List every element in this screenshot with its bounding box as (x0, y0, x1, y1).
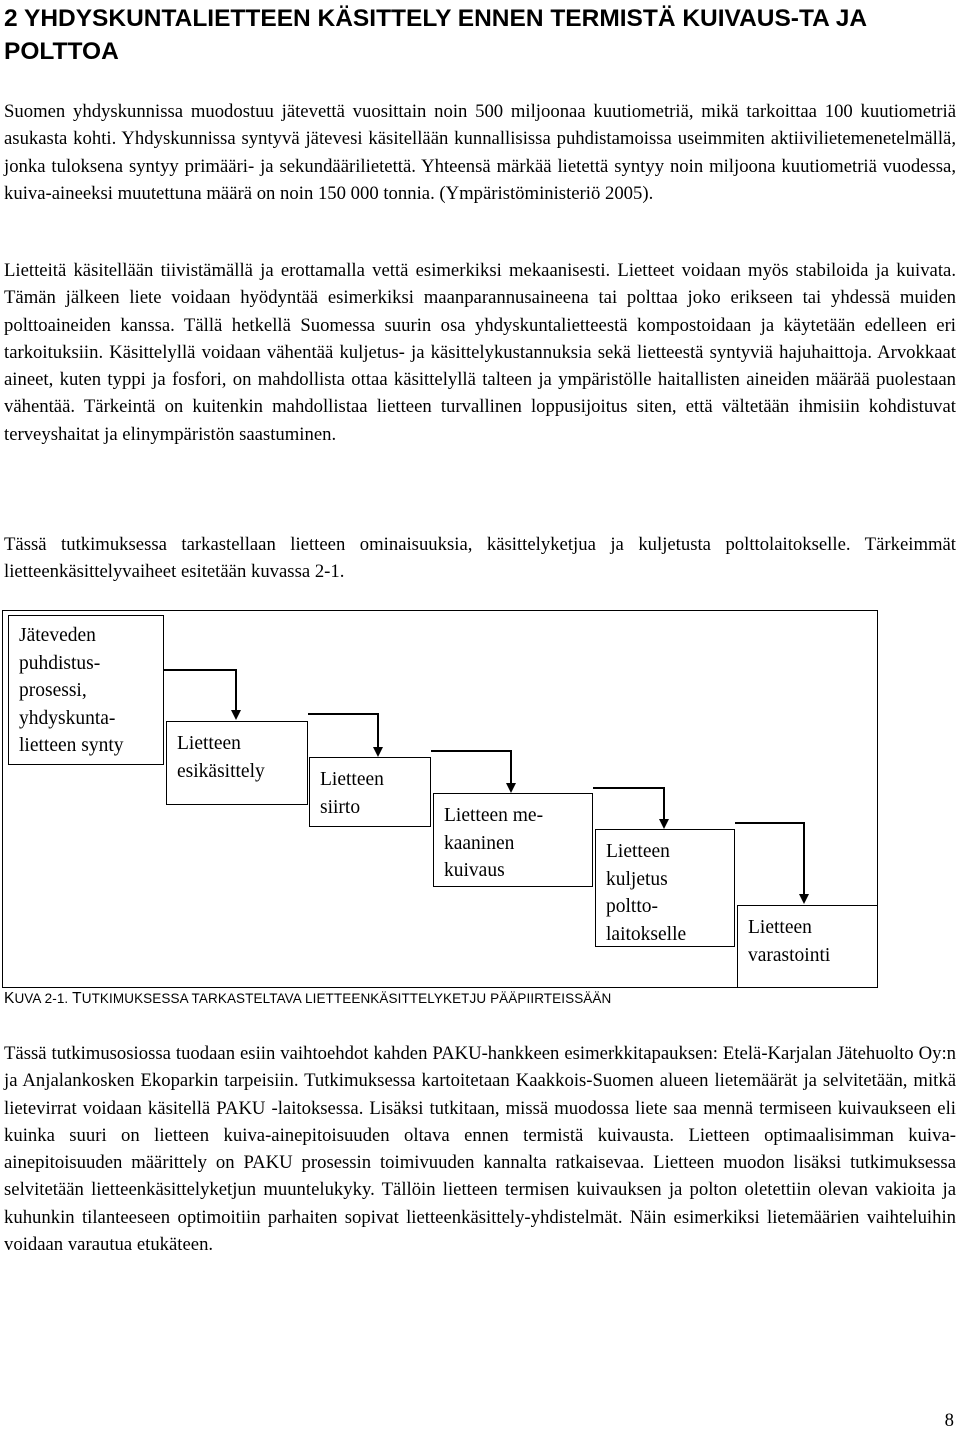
paragraph-1: Suomen yhdyskunnissa muodostuu jätevettä vuosittain noin 500 miljoonaa kuutiometriä, mikä tarkoittaa 100 kuutiometriä asukasta kohti. Yhdyskunnissa syntyvä jätevesi käsitellään kunnallisissa puhdistamoissa useimmiten aktiivilietemenetelmällä, jonka tuloksena syntyy primääri- ja sekundäärilietettä. Yhteensä märkää lietettä syntyy noin miljoona kuutiometriä vuodessa, kuiva-aineeksi muutettuna määrä on noin 150 000 tonnia. (Ympäristöministeriö 2005). (4, 101, 956, 204)
step-storage: Lietteen varastointi (737, 905, 878, 988)
arrow-5 (735, 823, 804, 899)
paragraph-4: Tässä tutkimusosiossa tuodaan esiin vaihtoehdot kahden PAKU-hankkeen esimerkkitapauksen: Etelä-Karjalan Jätehuolto Oy:n ja Anjalankosken Ekoparkin tarpeisiin. Tutkimuksessa kartoitetaan Kaakkois-Suomen alueen lietemäärät ja selvitetään, mitkä lietevirrat voidaan käsitellä PAKU -laitoksessa. Lisäksi tutkitaan, missä muodossa liete saa mennä termiseen kuivaukseen eli kuinka suuri on lietteen kuiva-ainepitoisuuden oltava ennen termistä kuivausta. Lietteen optimaalisimman kuiva-ainepitoisuuden määrittely on PAKU prosessin toimivuuden kannalta ratkaisevaa. Lietteen muodon lisäksi tutkimuksessa selvitetään lietteenkäsittelyketjun muuntelukyky. Tällöin lietteen termisen kuivauksen ja polton oletettiin olevan vakioita ja kuhunkin tilanteeseen optimoitiin parhaiten sopivat lietteenkäsittely-yhdistelmät. Näin esimerkiksi lietemäärien vaihteluihin voidaan varautua etukäteen. (4, 1043, 956, 1256)
step-transfer: Lietteen siirto (309, 757, 431, 827)
arrow-2 (308, 714, 378, 752)
section-heading: 2 YHDYSKUNTALIETTEEN KÄSITTELY ENNEN TERMISTÄ KUIVAUS-TA JA POLTTOA (4, 5, 867, 65)
arrow-1 (164, 670, 236, 715)
paragraph-3: Tässä tutkimuksessa tarkastellaan lietteen ominaisuuksia, käsittelyketjua ja kuljetusta polttolaitokselle. Tärkeimmät lietteenkäsittelyvaiheet esitetään kuvassa 2-1. (4, 534, 956, 583)
step-mechanical-drying: Lietteen me- kaaninen kuivaus (433, 793, 593, 887)
step-wastewater-treatment: Jäteveden puhdistus- prosessi, yhdyskunta- lietteen synty (8, 615, 164, 765)
arrow-4 (593, 788, 664, 824)
step-pretreatment: Lietteen esikäsittely (166, 721, 308, 805)
step-transport: Lietteen kuljetus poltto- laitokselle (595, 829, 735, 947)
figure-caption: KUVA 2-1. TUTKIMUKSESSA TARKASTELTAVA LIETTEENKÄSITTELYKETJU PÄÄPIIRTEISSÄÄN (4, 990, 612, 1007)
paragraph-2: Lietteitä käsitellään tiivistämällä ja erottamalla vettä esimerkiksi mekaanisesti. Lietteet voidaan myös stabiloida ja kuivata. Tämän jälkeen liete voidaan hyödyntää esimerkiksi maanparannusaineena tai polttaa joko erikseen tai yhdessä muiden polttoaineiden kanssa. Tällä hetkellä Suomessa suurin osa yhdyskuntalietteestä kompostoidaan ja käytetään edelleen eri tarkoituksiin. Käsittelyllä voidaan vähentää kuljetus- ja käsittelykustannuksia sekä lietteestä syntyviä hajuhaittoja. Arvokkaat aineet, kuten typpi ja fosfori, on mahdollista ottaa käsittelyllä talteen ja ympäristölle haitallisten aineiden määrää puolestaan vähentää. Tärkeintä on kuitenkin mahdollistaa lietteen turvallinen loppusijoitus siten, että vältetään ihmisiin kohdistuvat terveyshaitat ja elinympäristön saastuminen. (4, 260, 956, 445)
page-number: 8 (944, 1410, 954, 1431)
arrow-3 (431, 751, 511, 788)
